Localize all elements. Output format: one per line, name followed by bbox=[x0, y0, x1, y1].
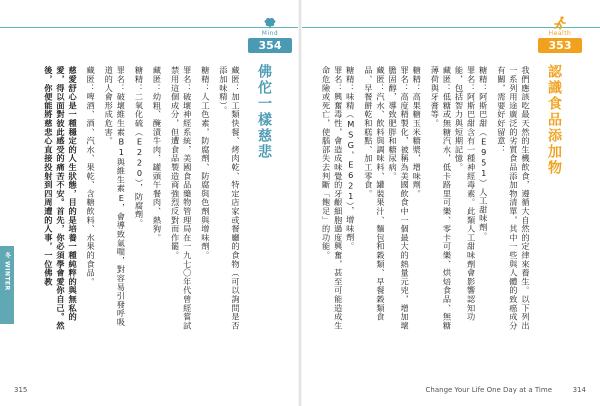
mind-label: Mind bbox=[261, 30, 279, 37]
right-para: 藏匿：低糖或無糖汽水，低卡路里可樂、零卡可樂、烘焙食品、無糖薄荷與牙膏等。 bbox=[430, 66, 453, 330]
right-para: 罪名：阿斯巴甜含有一種神經毒素。此類人工甜味劑會影響認知功能，包括智力與短期記憶。 bbox=[454, 66, 477, 322]
left-para: 慈愛舒心是一種穩定的人生狀態，目的是培養一種純粹的與無私的愛，得以面對彼此感受的痛苦不安。首先，你必須學會愛你自己。然後，你便能將慈悲心直接投射到四周遭的人事，一位佛教 bbox=[43, 66, 79, 330]
right-para: 糖精：阿斯巴甜（E951）人工甜味劑。 bbox=[478, 66, 489, 241]
left-para: 藏匿：啤酒、酒、汽水、果乾、含糖飲料、水果的食品。 bbox=[86, 66, 97, 286]
health-label: Health bbox=[548, 30, 572, 37]
right-page-number: 314 bbox=[572, 386, 586, 394]
right-para: 糖精：味精（MSG，E621），增味劑。 bbox=[345, 66, 356, 251]
right-para: 罪名：高度精製化，被稱為美國飲食中一個最大的熱量元兇，增加壞膽固醇，導致肥胖和糖尿病。 bbox=[388, 66, 411, 330]
mind-badge bbox=[248, 14, 292, 53]
right-title: 認識食品添加物 bbox=[546, 64, 562, 176]
left-para: 藏匿：加工類快餐、烤肉乾、特定店家或餐廳的食物（可以詢問是否添加味精）。 bbox=[218, 66, 241, 330]
book-spine bbox=[298, 0, 302, 406]
right-para: 我們應該吃最天然的生機飲食，遵循大自然的定律來養生。以下列出一系列用途廣泛的劣質食品添加物清單，其中一些與人體的致癌成分有關，需要好好留意： bbox=[496, 66, 531, 330]
running-person-icon bbox=[538, 14, 582, 30]
brain-icon bbox=[248, 14, 292, 30]
left-title: 佛佗一樣慈悲 bbox=[256, 64, 272, 160]
left-para: 罪名：破壞神經系統，美國食品藥物管理局在一九七〇年代曾經嘗試禁用這個成分，但遭食品製造商強烈反對而作罷。 bbox=[170, 66, 193, 330]
health-badge bbox=[538, 14, 582, 53]
footer-tagline: Change Your Life One Day at a Time bbox=[425, 386, 552, 394]
left-body bbox=[43, 66, 242, 334]
left-para: 糖精：人工色素，防腐劑、防腐與色劑與增味劑。 bbox=[200, 66, 211, 260]
left-para: 藏匿：幼粗、醃漬牛肉、罐頭午餐肉、熱狗。 bbox=[152, 66, 163, 242]
mind-number: 354 bbox=[248, 38, 292, 53]
season-tab-label: 冬 WINTER bbox=[3, 252, 11, 291]
right-para: 罪名：興奮毒性，會造成味覺的牙齦細胞過度興奮，甚至可能造成生命危險或死亡，使腦部失去判斷「飽足」的功能。 bbox=[321, 66, 344, 330]
right-body bbox=[321, 66, 533, 334]
right-page bbox=[300, 0, 600, 406]
left-para: 罪名：破壞維生素B1與維生素E，會導致氣喘，對容易引發呼吸道的人會形成危害。 bbox=[104, 66, 127, 327]
right-para: 糖精：高果糖玉米糖漿，增味劑。 bbox=[412, 66, 423, 198]
health-number: 353 bbox=[538, 38, 582, 53]
left-page-number: 315 bbox=[14, 386, 28, 394]
left-para: 糖精：二氧化硫（E220），防腐劑。 bbox=[134, 66, 145, 228]
season-tab bbox=[0, 246, 14, 324]
right-para: 藏匿：汽水、飲料與調味料、罐裝果汁、麵包和穀類、早餐穀類食品、早餐餅乾和糕點、加工零食。 bbox=[363, 66, 386, 322]
